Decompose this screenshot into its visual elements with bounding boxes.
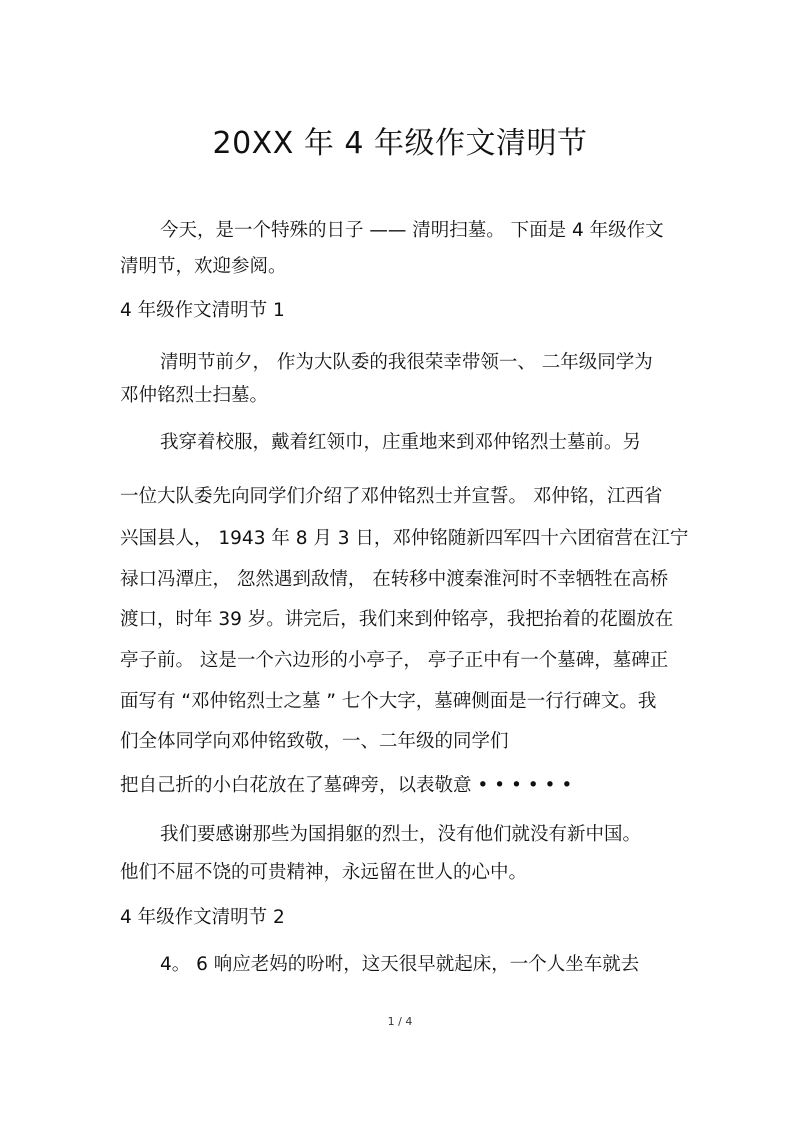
text-line: 清明节前夕， 作为大队委的我很荣幸带领一、 二年级同学为: [160, 352, 653, 373]
page-indicator: 1 / 4: [387, 1015, 413, 1028]
text-line: 禄口冯潭庄， 忽然遇到敌情， 在转移中渡秦淮河时不幸牺牲在高桥: [120, 569, 669, 590]
document-title: 20XX 年 4 年级作文清明节: [212, 126, 588, 161]
text-line: 们全体同学向邓仲铭致敬，一、二年级的同学们: [120, 731, 509, 752]
section-heading: 4 年级作文清明节 1: [120, 300, 285, 321]
text-line: 今天，是一个特殊的日子 —— 清明扫墓。 下面是 4 年级作文: [160, 220, 664, 241]
text-line: 邓仲铭烈士扫墓。: [120, 385, 269, 406]
text-line: 我们要感谢那些为国捐躯的烈士，没有他们就没有新中国。: [160, 824, 642, 845]
text-line: 4。 6 响应老妈的吩咐，这天很早就起床，一个人坐车就去: [160, 954, 640, 975]
text-line: 面写有 “邓仲铭烈士之墓 ” 七个大字，墓碑侧面是一行行碑文。我: [120, 691, 657, 712]
text-line: 他们不屈不饶的可贵精神，永远留在世人的心中。: [120, 862, 528, 883]
text-line: 把自己折的小白花放在了墓碑旁，以表敬意 • • • • • •: [120, 775, 573, 796]
text-line: 兴国县人， 1943 年 8 月 3 日，邓仲铭随新四军四十六团宿营在江宁: [120, 528, 689, 549]
text-line: 渡口，时年 39 岁。讲完后，我们来到仲铭亭，我把抬着的花圈放在: [120, 609, 674, 630]
text-line: 亭子前。 这是一个六边形的小亭子， 亭子正中有一个墓碑，墓碑正: [120, 650, 669, 671]
text-line: 我穿着校服，戴着红领巾，庄重地来到邓仲铭烈士墓前。另: [160, 432, 642, 453]
text-line: 一位大队委先向同学们介绍了邓仲铭烈士并宣誓。 邓仲铭，江西省: [120, 486, 663, 507]
section-heading: 4 年级作文清明节 2: [120, 907, 285, 928]
text-line: 清明节，欢迎参阅。: [120, 256, 287, 277]
